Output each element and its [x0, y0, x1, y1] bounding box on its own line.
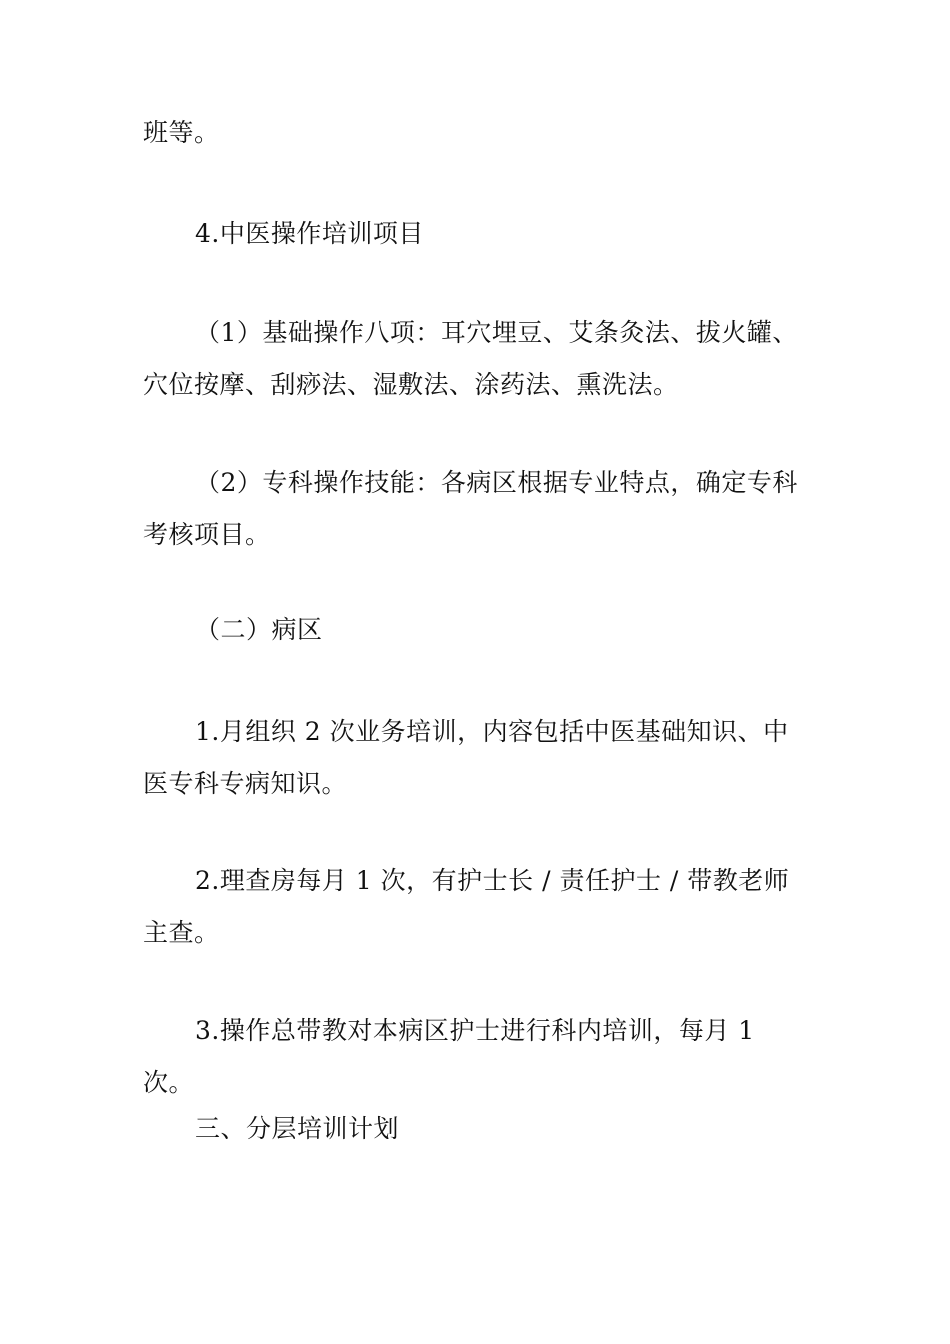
paragraph-monthly-training: 1.月组织 2 次业务培训，内容包括中医基础知识、中医专科专病知识。	[143, 717, 789, 798]
paragraph-specialty-skills: （2）专科操作技能：各病区根据专业特点，确定专科考核项目。	[143, 468, 798, 549]
paragraph-operation-training: 3.操作总带教对本病区护士进行科内培训，每月 1 次。	[143, 1016, 755, 1097]
paragraph-basic-operations: （1）基础操作八项：耳穴埋豆、艾条灸法、拔火罐、穴位按摩、刮痧法、湿敷法、涂药法、熏洗法。	[143, 318, 798, 399]
heading-ward: （二）病区	[195, 615, 323, 644]
heading-layered-training-plan: 三、分层培训计划	[195, 1114, 400, 1143]
paragraph-continuation: 班等。	[143, 118, 220, 147]
heading-tcm-operation-training: 4.中医操作培训项目	[195, 219, 424, 248]
paragraph-ward-rounds: 2.理查房每月 1 次，有护士长 / 责任护士 / 带教老师主查。	[143, 866, 790, 947]
